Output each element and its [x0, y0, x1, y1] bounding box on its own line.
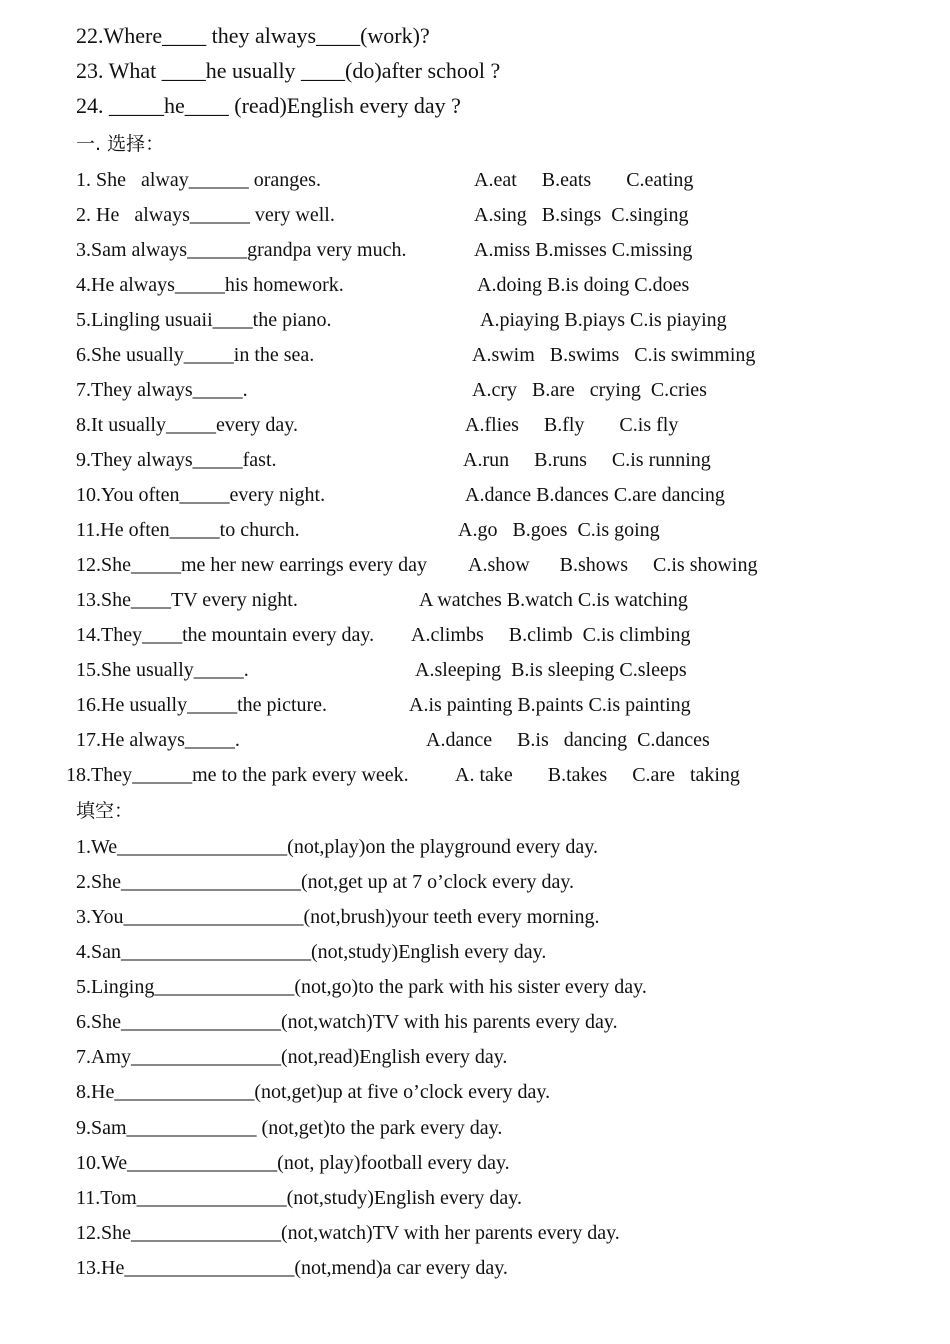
- choice-options: A.sing B.sings C.singing: [474, 204, 689, 226]
- fill-item: 2.She__________________(not,get up at 7 o’clock every day.: [76, 871, 575, 893]
- choice-options: A. take B.takes C.are taking: [455, 764, 740, 786]
- question-24: 24. _____he____ (read)English every day ?: [76, 93, 461, 118]
- choice-question: 6.She usually_____in the sea.: [76, 344, 315, 366]
- fill-item: 12.She_______________(not,watch)TV with her parents every day.: [76, 1222, 620, 1244]
- choice-options: A.flies B.fly C.is fly: [465, 414, 679, 436]
- choice-question: 7.They always_____.: [76, 379, 248, 401]
- choice-options: A.piaying B.piays C.is piaying: [480, 309, 727, 331]
- choice-question: 4.He always_____his homework.: [76, 274, 344, 296]
- choice-question: 15.She usually_____.: [76, 659, 249, 681]
- choice-options: A.is painting B.paints C.is painting: [409, 694, 691, 716]
- choice-question: 18.They______me to the park every week.: [66, 764, 409, 786]
- choice-options: A.run B.runs C.is running: [463, 449, 711, 471]
- choice-question: 11.He often_____to church.: [76, 519, 300, 541]
- question-22: 22.Where____ they always____(work)?: [76, 23, 430, 48]
- fill-item: 4.San___________________(not,study)English every day.: [76, 941, 547, 963]
- choice-options: A.climbs B.climb C.is climbing: [411, 624, 691, 646]
- choice-section-heading: 一. 选择：: [76, 133, 165, 155]
- choice-question: 10.You often_____every night.: [76, 484, 326, 506]
- choice-question: 8.It usually_____every day.: [76, 414, 298, 436]
- fill-item: 8.He______________(not,get)up at five o’clock every day.: [76, 1081, 551, 1103]
- choice-question: 13.She____TV every night.: [76, 589, 298, 611]
- choice-options: A.swim B.swims C.is swimming: [472, 344, 756, 366]
- fill-item: 9.Sam_____________ (not,get)to the park every day.: [76, 1117, 503, 1139]
- fill-section-heading: 填空：: [76, 800, 134, 822]
- choice-options: A watches B.watch C.is watching: [419, 589, 688, 611]
- choice-question: 9.They always_____fast.: [76, 449, 277, 471]
- choice-question: 3.Sam always______grandpa very much.: [76, 239, 407, 261]
- choice-question: 2. He always______ very well.: [76, 204, 335, 226]
- choice-question: 14.They____the mountain every day.: [76, 624, 375, 646]
- choice-options: A.show B.shows C.is showing: [468, 554, 758, 576]
- fill-item: 11.Tom_______________(not,study)English every day.: [76, 1187, 522, 1209]
- choice-options: A.go B.goes C.is going: [458, 519, 660, 541]
- choice-question: 5.Lingling usuaii____the piano.: [76, 309, 332, 331]
- choice-question: 12.She_____me her new earrings every day: [76, 554, 427, 576]
- fill-item: 7.Amy_______________(not,read)English every day.: [76, 1046, 508, 1068]
- choice-options: A.sleeping B.is sleeping C.sleeps: [415, 659, 687, 681]
- fill-item: 5.Linging______________(not,go)to the park with his sister every day.: [76, 976, 647, 998]
- choice-question: 17.He always_____.: [76, 729, 240, 751]
- choice-question: 1. She alway______ oranges.: [76, 169, 321, 191]
- fill-item: 1.We_________________(not,play)on the playground every day.: [76, 836, 598, 858]
- fill-item: 13.He_________________(not,mend)a car every day.: [76, 1257, 508, 1279]
- choice-options: A.miss B.misses C.missing: [474, 239, 693, 261]
- choice-options: A.doing B.is doing C.does: [477, 274, 690, 296]
- question-23: 23. What ____he usually ____(do)after school ?: [76, 58, 501, 83]
- choice-question: 16.He usually_____the picture.: [76, 694, 328, 716]
- choice-options: A.cry B.are crying C.cries: [472, 379, 707, 401]
- fill-item: 10.We_______________(not, play)football every day.: [76, 1152, 510, 1174]
- fill-item: 6.She________________(not,watch)TV with his parents every day.: [76, 1011, 618, 1033]
- choice-options: A.dance B.dances C.are dancing: [465, 484, 725, 506]
- choice-options: A.dance B.is dancing C.dances: [426, 729, 710, 751]
- choice-options: A.eat B.eats C.eating: [474, 169, 694, 191]
- fill-item: 3.You__________________(not,brush)your teeth every morning.: [76, 906, 600, 928]
